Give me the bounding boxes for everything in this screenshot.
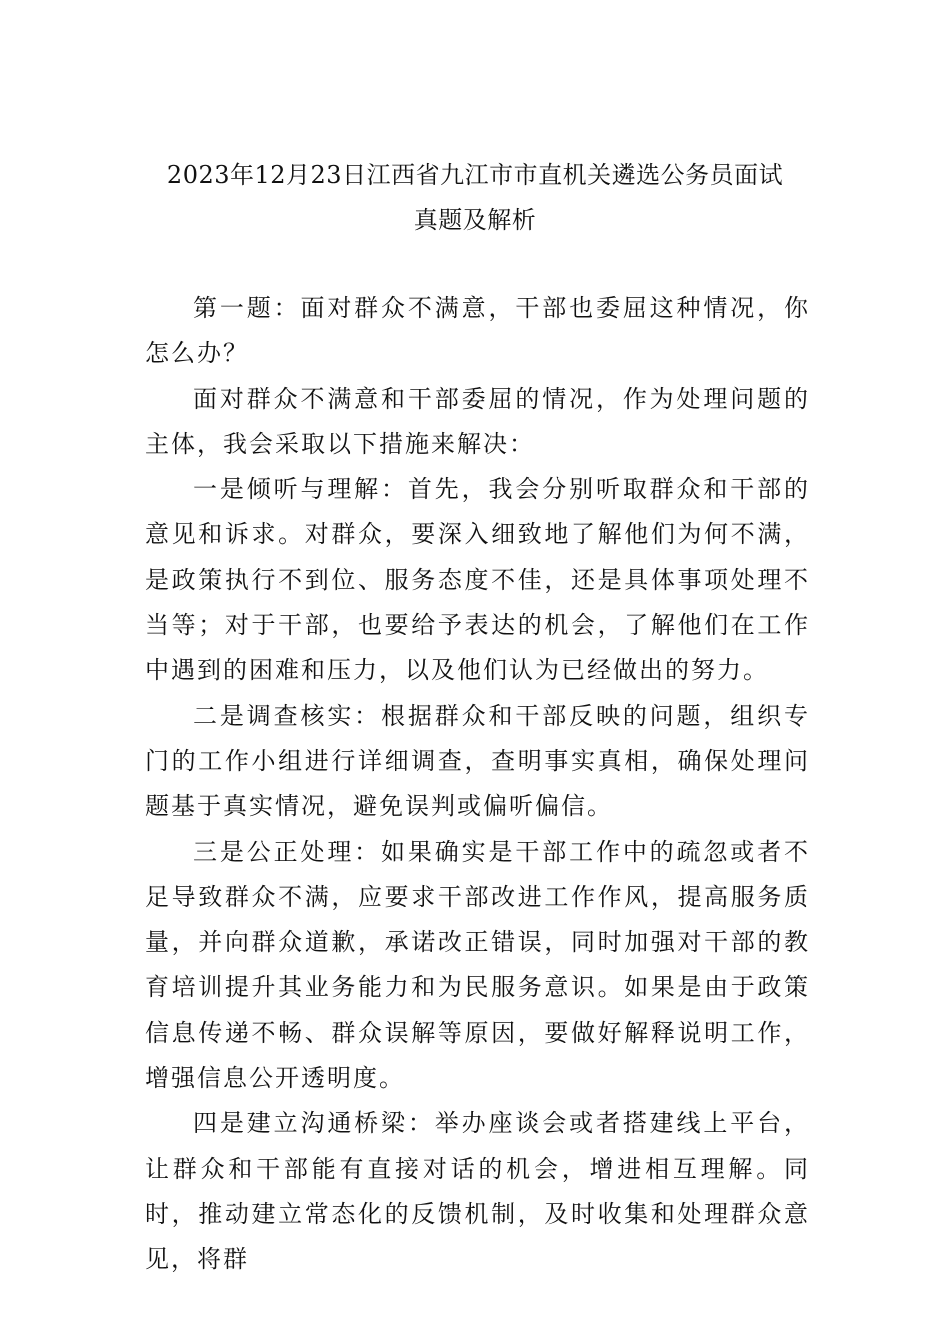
title-line-1: 2023年12月23日江西省九江市市直机关遴选公务员面试: [166, 161, 784, 189]
title-line-2: 真题及解析: [413, 206, 537, 234]
paragraph-question: 第一题：面对群众不满意，干部也委屈这种情况，你怎么办？: [145, 294, 810, 368]
paragraph-point-3: 三是公正处理：如果确实是干部工作中的疏忽或者不足导致群众不满，应要求干部改进工作作风，提高服务质量，并向群众道歉，承诺改正错误，同时加强对干部的教育培训提升其业务能力和为民服务意识。如果是由于政策信息传递不畅、群众误解等原因，要做好解释说明工作，增强信息公开透明度。: [145, 837, 810, 1093]
paragraph-intro: 面对群众不满意和干部委屈的情况，作为处理问题的主体，我会采取以下措施来解决：: [145, 384, 810, 458]
paragraph-point-2: 二是调查核实：根据群众和干部反映的问题，组织专门的工作小组进行详细调查，查明事实真相，确保处理问题基于真实情况，避免误判或偏听偏信。: [145, 701, 810, 821]
paragraph-point-4: 四是建立沟通桥梁：举办座谈会或者搭建线上平台，让群众和干部能有直接对话的机会，增进相互理解。同时，推动建立常态化的反馈机制，及时收集和处理群众意见，将群: [145, 1109, 810, 1274]
document-title: [100, 153, 850, 243]
paragraph-point-1: 一是倾听与理解：首先，我会分别听取群众和干部的意见和诉求。对群众，要深入细致地了解他们为何不满，是政策执行不到位、服务态度不佳，还是具体事项处理不当等；对于干部，也要给予表达的机会，了解他们在工作中遇到的困难和压力，以及他们认为已经做出的努力。: [145, 475, 810, 685]
document-body: [145, 286, 810, 1283]
